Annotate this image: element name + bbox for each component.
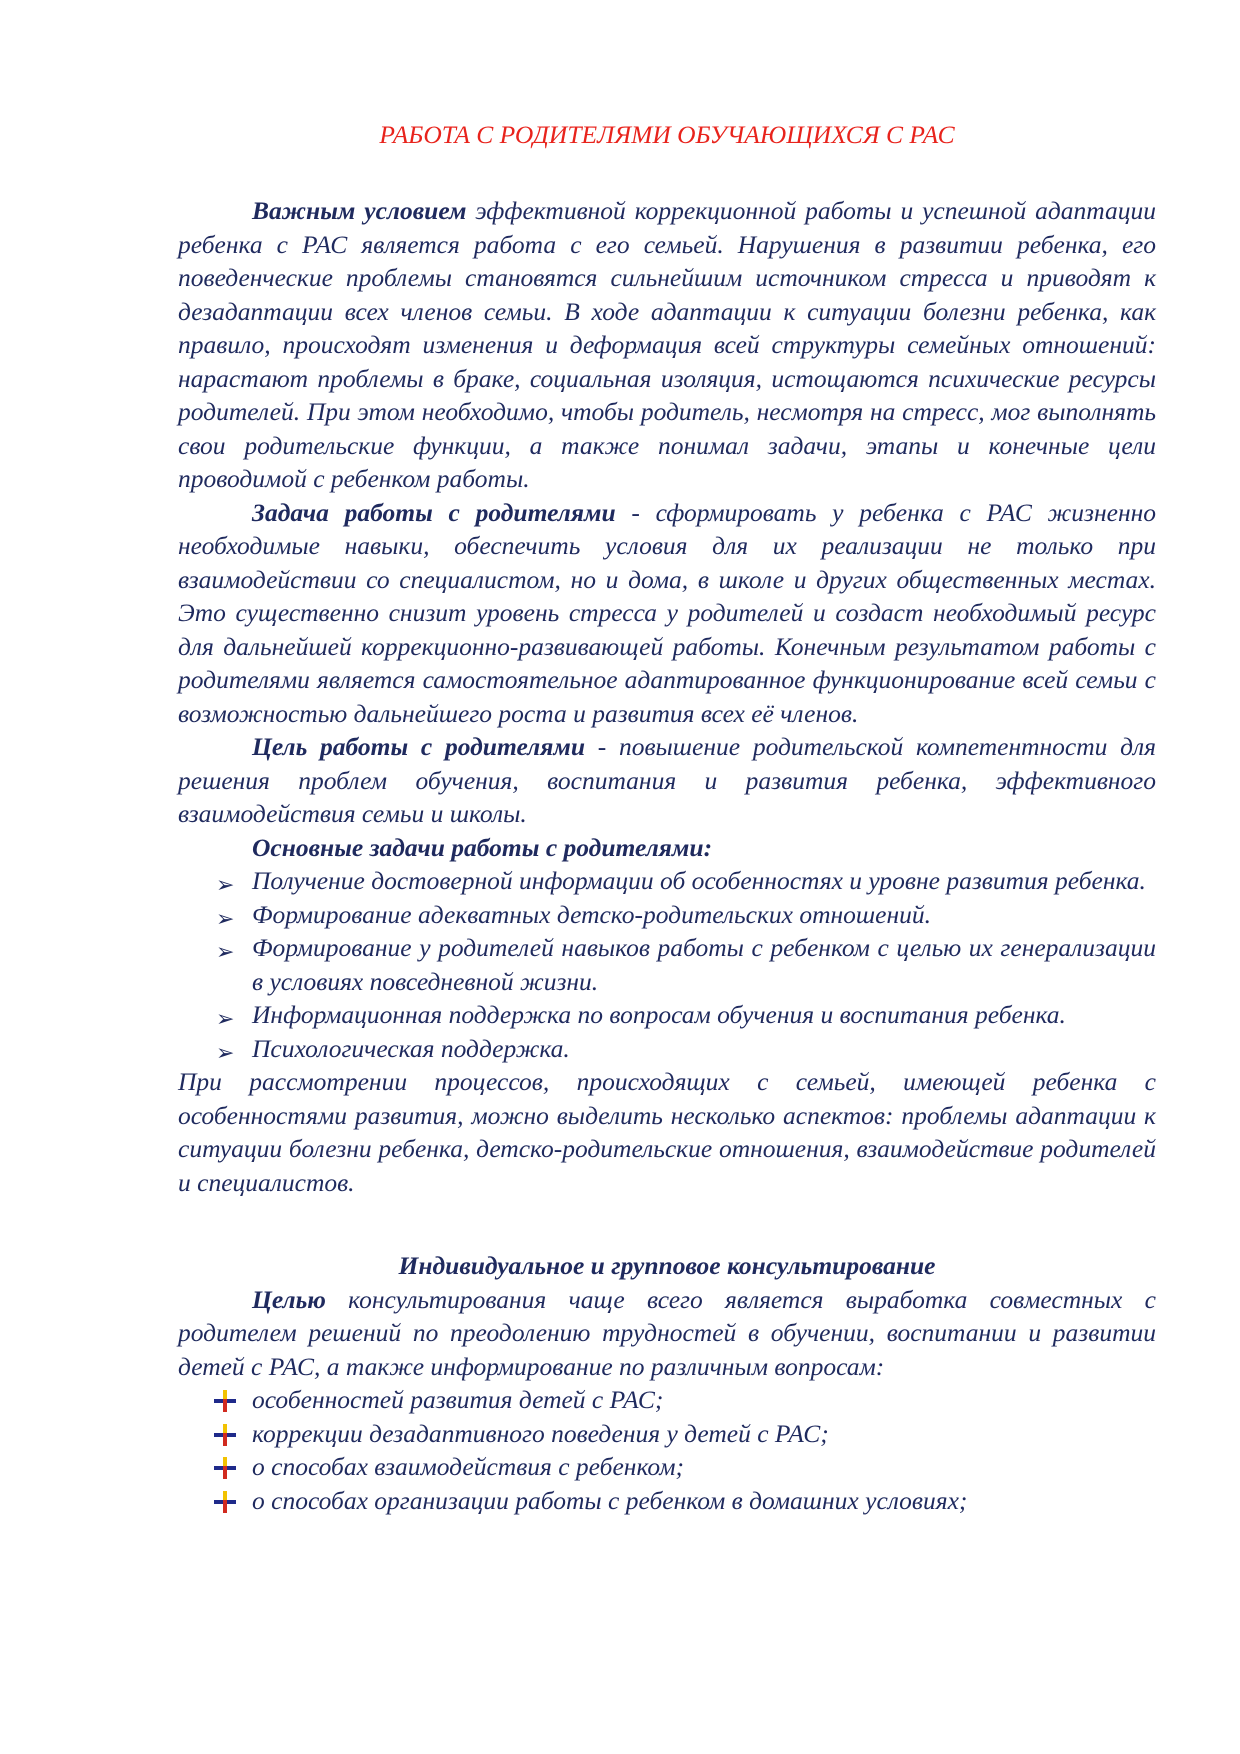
lead-important-condition: Важным условием bbox=[252, 196, 467, 225]
document-page bbox=[178, 118, 1156, 1517]
list-item-text: Информационная поддержка по вопросам обучения и воспитания ребенка. bbox=[252, 1000, 1066, 1029]
arrow-bullet-icon: ➢ bbox=[216, 1006, 235, 1031]
paragraph-consulting-goal bbox=[178, 1283, 1156, 1384]
list-item bbox=[178, 1383, 1156, 1417]
paragraph-importance-text: эффективной коррекционной работы и успешной адаптации ребенка с РАС является работа с его семьей. Нарушения в развитии ребенка, его поведенческие проблемы становятся сильнейшим источником стресса и приводят к дезадаптации всех членов семьи. В ходе адаптации к ситуации болезни ребенка, как правило, происходят изменения и деформация всей структуры семейных отношений: нарастают проблемы в браке, социальная изоляция, истощаются психические ресурсы родителей. При этом необходимо, чтобы родитель, несмотря на стресс, мог выполнять свои родительские функции, а также понимал задачи, этапы и конечные цели проводимой с ребенком работы. bbox=[178, 196, 1156, 493]
list-item bbox=[178, 1450, 1156, 1484]
paragraph-task-text: - сформировать у ребенка с РАС жизненно необходимые навыки, обеспечить условия для их реализации не только при взаимодействии со специалистом, но и дома, в школе и других общественных местах. Это существенно снизит уровень стресса у родителей и создаст необходимый ресурс для дальнейшей коррекционно-развивающей работы. Конечным результатом работы с родителями является самостоятельное адаптированное функционирование всей семьи с возможностью дальнейшего роста и развития всех её членов. bbox=[178, 497, 1156, 728]
tasks-heading-text: Основные задачи работы с родителями: bbox=[252, 832, 713, 862]
paragraph-task bbox=[178, 496, 1156, 731]
plus-marker-icon bbox=[214, 1390, 236, 1412]
plus-marker-icon bbox=[214, 1424, 236, 1446]
arrow-bullet-icon: ➢ bbox=[216, 905, 235, 931]
list-item bbox=[178, 864, 1156, 898]
list-item-text: особенностей развития детей с РАС; bbox=[252, 1385, 664, 1414]
list-item-text: Психологическая поддержка. bbox=[252, 1033, 570, 1063]
plus-marker-icon bbox=[214, 1491, 236, 1513]
paragraph-goal-text: - повышение родительской компетентности для решения проблем обучения, воспитания и развития ребенка, эффективного взаимодействия семьи и школы. bbox=[178, 732, 1156, 828]
tasks-list bbox=[178, 864, 1156, 1065]
list-item-text: Получение достоверной информации об особенностях и уровне развития ребенка. bbox=[252, 866, 1146, 895]
lead-goal: Цель работы с родителями bbox=[252, 732, 585, 761]
arrow-bullet-icon: ➢ bbox=[216, 872, 235, 897]
topics-list bbox=[178, 1383, 1156, 1517]
paragraph-importance bbox=[178, 194, 1156, 496]
paragraph-consulting-goal-text: консультирования чаще всего является выработка совместных с родителем решений по преодолению трудностей в обучении, воспитании и развитии детей с РАС, а также информирование по различным вопросам: bbox=[178, 1284, 1156, 1381]
arrow-bullet-icon: ➢ bbox=[216, 1039, 235, 1065]
page-title: РАБОТА С РОДИТЕЛЯМИ ОБУЧАЮЩИХСЯ С РАС bbox=[379, 120, 955, 149]
arrow-bullet-icon: ➢ bbox=[216, 939, 235, 964]
list-item-text: коррекции дезадаптивного поведения у детей с РАС; bbox=[252, 1418, 829, 1448]
list-item bbox=[178, 1417, 1156, 1451]
list-item bbox=[178, 1484, 1156, 1518]
section-title-consulting: Индивидуальное и групповое консультирование bbox=[398, 1251, 936, 1280]
list-item-text: Формирование у родителей навыков работы с ребенком с целью их генерализации в условиях повседневной жизни. bbox=[252, 933, 1156, 996]
list-item-text: Формирование адекватных детско-родительских отношений. bbox=[252, 899, 931, 929]
tasks-heading bbox=[178, 831, 1156, 865]
paragraph-aspects: При рассмотрении процессов, происходящих с семьей, имеющей ребенка с особенностями развития, можно выделить несколько аспектов: проблемы адаптации к ситуации болезни ребенка, детско-родительские отношения, взаимодействие родителей и специалистов. bbox=[178, 1067, 1156, 1197]
list-item-text: о способах взаимодействия с ребенком; bbox=[252, 1452, 684, 1481]
list-item bbox=[178, 898, 1156, 932]
lead-task: Задача работы с родителями bbox=[252, 497, 616, 527]
list-item bbox=[178, 931, 1156, 998]
list-item-text: о способах организации работы с ребенком в домашних условиях; bbox=[252, 1485, 968, 1515]
list-item bbox=[178, 998, 1156, 1032]
plus-marker-icon bbox=[214, 1457, 236, 1479]
paragraph-goal bbox=[178, 730, 1156, 831]
list-item bbox=[178, 1032, 1156, 1066]
lead-purpose: Целью bbox=[252, 1284, 326, 1314]
